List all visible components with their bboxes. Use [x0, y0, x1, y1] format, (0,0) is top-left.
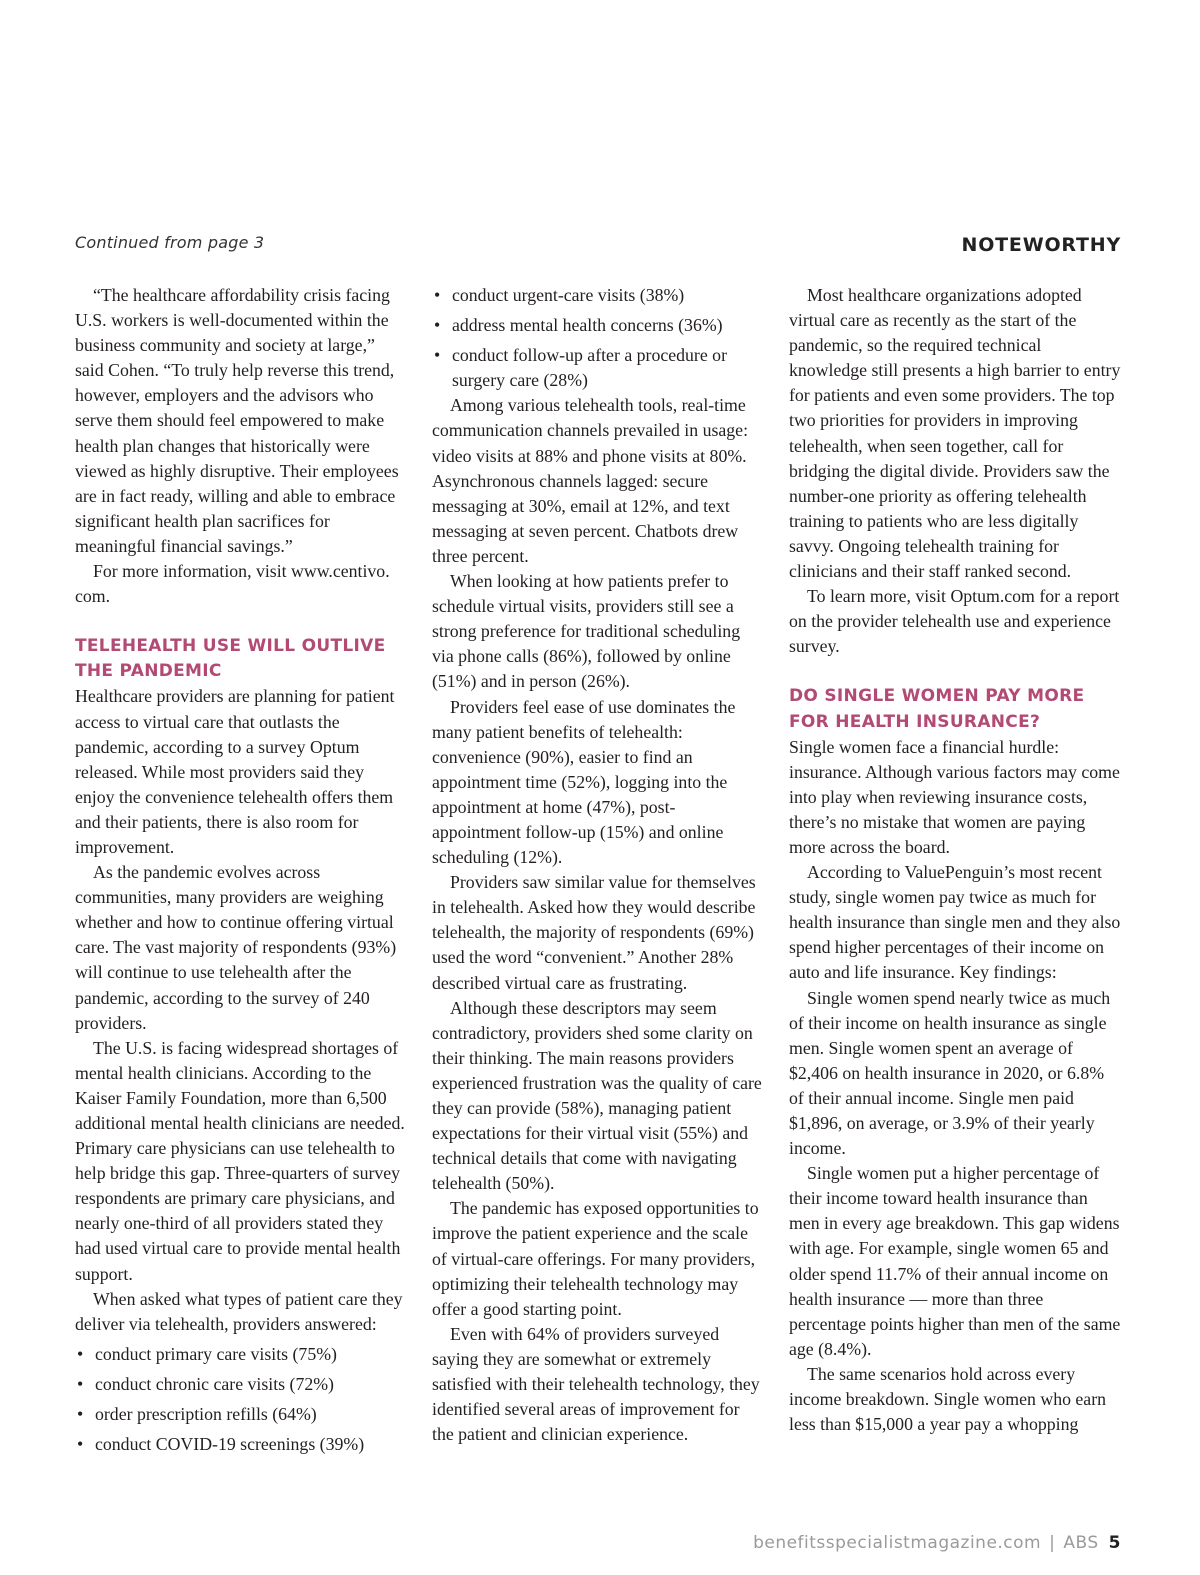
paragraph: Providers feel ease of use dominates the many patient benefits of telehealth: convenience (90%), easier to find an appointment time (52%), logging into the appointment at home (47%), post-appointment follow-up (15%) and online scheduling (12%).: [432, 696, 736, 868]
paragraph: As the pandemic evolves across communities, many providers are weighing whether and how to continue offering virtual care. The vast majority of respondents (93%) will continue to use telehealth after the pandemic, according to the survey of 240 providers.: [75, 862, 397, 1033]
paragraph: Most healthcare organizations adopted virtual care as recently as the start of the pandemic, so the required technical knowledge still presents a high barrier to entry for patients and even some providers. The top two priorities for providers in improving telehealth, when seen together, call for bridging the digital divide. Providers saw the number-one priority as offering telehealth training to patients who are less digitally savvy. Ongoing telehealth training for clinicians and their staff ranked second.: [789, 285, 1121, 582]
paragraph: According to ValuePenguin’s most recent study, single women pay twice as much for health insurance than single men and they also spend higher percentages of their income on auto and life insurance. Key findings:: [789, 862, 1121, 983]
column-3: [789, 283, 1121, 1437]
column-1: [75, 283, 407, 1462]
list-item: • conduct COVID-19 screenings (39%): [75, 1432, 407, 1457]
heading-line: THE PANDEMIC: [75, 661, 222, 682]
paragraph: For more information, visit www.centivo. com.: [75, 561, 390, 607]
paragraph: Healthcare providers are planning for patient access to virtual care that outlasts the pandemic, according to a survey Optum released. While most providers said they enjoy the convenience telehealth offers them and their patients, there is also room for improvement.: [75, 686, 395, 857]
section-label: NOTEWORTHY: [961, 234, 1121, 256]
list-item: • conduct follow-up after a procedure or surgery care (28%): [432, 343, 764, 393]
paragraph: The U.S. is facing widespread shortages of mental health clinicians. According to the Kaiser Family Foundation, more than 6,500 additional mental health clinicians are needed. Primary care physicians can use telehealth to help bridge this gap. Three-quarters of survey respondents are primary care physicians, and nearly one-third of all providers stated they had used virtual care to provide mental health support.: [75, 1037, 405, 1284]
list-item: • conduct primary care visits (75%): [75, 1342, 407, 1367]
paragraph: Providers saw similar value for themselves in telehealth. Asked how they would describe telehealth, the majority of respondents (69%) used the word “convenient.” Another 28% described virtual care as frustrating.: [432, 872, 756, 993]
heading-line: FOR HEALTH INSURANCE?: [789, 711, 1041, 732]
paragraph: “The healthcare affordability crisis facing U.S. workers is well-documented within the business community and society at large,” said Cohen. “To truly help reverse this trend, however, employers and the advisors who serve them should feel empowered to make health plan changes that historically were viewed as highly disruptive. Their employees are in fact ready, willing and able to embrace significant health plan sacrifices for meaningful financial savings.”: [75, 285, 399, 556]
list-item: • conduct chronic care visits (72%): [75, 1372, 407, 1397]
heading-line: TELEHEALTH USE WILL OUTLIVE: [75, 636, 386, 657]
paragraph: Although these descriptors may seem contradictory, providers shed some clarity on their thinking. The main reasons providers experienced frustration was the quality of care they can provide (58%), managing patient expectations for their virtual visit (55%) and technical details that come with navigating telehealth (50%).: [432, 997, 762, 1194]
paragraph: Single women face a financial hurdle: insurance. Although various factors may come into play when reviewing insurance costs, there’s no mistake that women are paying more across the board.: [789, 736, 1120, 857]
article-heading-telehealth: [75, 634, 407, 684]
paragraph: The pandemic has exposed opportunities to improve the patient experience and the scale of virtual-care offerings. For many providers, optimizing their telehealth technology may offer a good starting point.: [432, 1198, 759, 1319]
continued-note: Continued from page 3: [75, 233, 265, 252]
footer-publication: ABS: [1063, 1533, 1099, 1553]
bullet-list: [432, 283, 764, 393]
paragraph: To learn more, visit Optum.com for a report on the provider telehealth use and experience survey.: [789, 586, 1120, 657]
paragraph: Even with 64% of providers surveyed saying they are somewhat or extremely satisfied with their telehealth technology, they identified several areas of improvement for the patient and clinician experience.: [432, 1323, 760, 1445]
list-item: • order prescription refills (64%): [75, 1402, 407, 1427]
list-item: • address mental health concerns (36%): [432, 313, 764, 338]
heading-line: DO SINGLE WOMEN PAY MORE: [789, 686, 1085, 707]
page-number: 5: [1108, 1533, 1121, 1553]
paragraph: When looking at how patients prefer to schedule virtual visits, providers still see a strong preference for traditional scheduling via phone calls (86%), followed by online (51%) and in person (26%).: [432, 571, 741, 692]
paragraph: Single women put a higher percentage of their income toward health insurance than men in every age breakdown. This gap widens with age. For example, single women 65 and older spend 11.7% of their annual income on health insurance — more than three percentage points higher than men of the same age (8.4%).: [789, 1163, 1121, 1359]
footer-separator: |: [1049, 1533, 1056, 1553]
paragraph: Among various telehealth tools, real-time communication channels prevailed in usage: video visits at 88% and phone visits at 80%. Asynchronous channels lagged: secure messaging at 30%, email at 12%, and text messaging at seven percent. Chatbots drew three percent.: [432, 395, 749, 566]
article-heading-single-women: [789, 684, 1121, 734]
paragraph: The same scenarios hold across every income breakdown. Single women who earn less than $15,000 a year pay a whopping: [789, 1363, 1107, 1435]
footer-site-link[interactable]: benefitsspecialistmagazine.com: [753, 1533, 1042, 1553]
column-2: [432, 283, 764, 1447]
list-item: • conduct urgent-care visits (38%): [432, 283, 764, 308]
bullet-list: [75, 1342, 407, 1457]
paragraph: Single women spend nearly twice as much of their income on health insurance as single men. Single women spent an average of $2,406 on health insurance in 2020, or 6.8% of their annual income. Single men paid $1,896, on average, or 3.9% of their yearly income.: [789, 987, 1111, 1159]
paragraph: When asked what types of patient care they deliver via telehealth, providers answered:: [75, 1288, 403, 1334]
page-footer: [753, 1533, 1121, 1553]
